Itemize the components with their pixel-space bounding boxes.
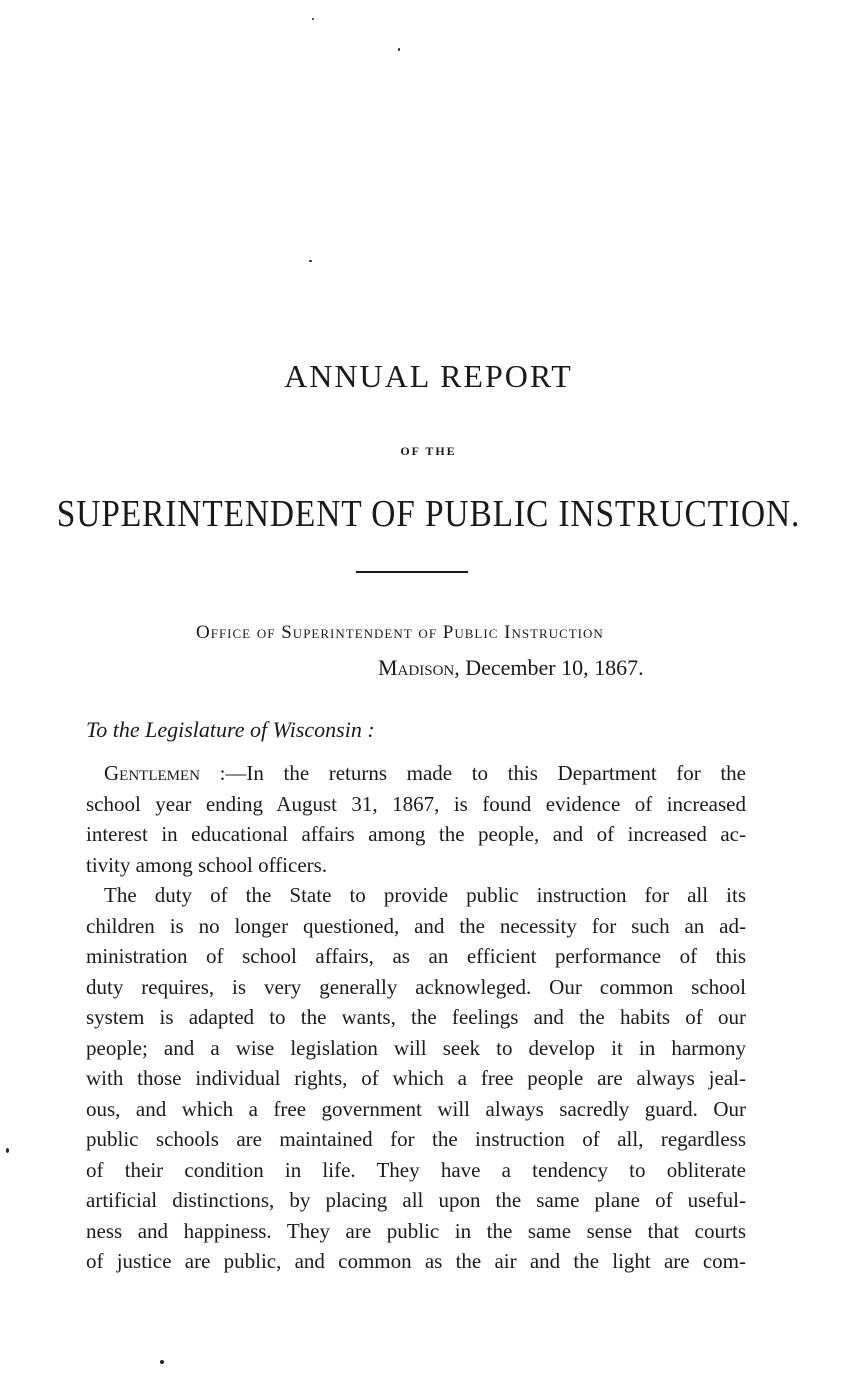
paragraph-line: of justice are public, and common as the air and the light are com- [86,1249,746,1273]
salutation-lead: Gentlemen [104,761,200,785]
report-title: ANNUAL REPORT [284,358,573,394]
paragraph-line: system is adapted to the wants, the feelings and the habits of our [86,1005,746,1029]
title-divider [356,571,468,573]
paragraph-2 [86,880,746,1277]
paragraph-line: children is no longer questioned, and the necessity for such an ad- [86,913,746,938]
paragraph-line: interest in educational affairs among the people, and of increased ac- [86,822,746,846]
paragraph-line: ous, and which a free government will always sacredly guard. Our [86,1096,746,1121]
scan-speck [312,18,314,20]
paragraph-line: Gentlemen :—In the returns made to this Department for the [104,761,746,785]
scan-speck [6,1148,9,1153]
paragraph-1 [86,758,746,880]
salutation: To the Legislature of Wisconsin : [86,717,375,742]
place-name: Madison, [378,655,460,680]
paragraph-line: artificial distinctions, by placing all upon the same plane of useful- [86,1188,746,1212]
paragraph-line: ness and happiness. They are public in the same sense that courts [86,1218,746,1243]
paragraph-line: duty requires, is very generally acknowleged. Our common school [86,974,746,999]
scan-speck [398,48,400,51]
paragraph-line: ministration of school affairs, as an efficient performance of this [86,944,746,968]
letter-date: December 10, 1867. [465,655,644,680]
paragraph-line: people; and a wise legislation will seek to develop it in harmony [86,1035,746,1060]
office-line: Office of Superintendent of Public Instruction [196,622,604,643]
paragraph-line: school year ending August 31, 1867, is found evidence of increased [86,791,746,816]
paragraph-line: The duty of the State to provide public instruction for all its [104,883,746,907]
paragraph-line: of their condition in life. They have a tendency to obliterate [86,1157,746,1182]
place-date-line [378,655,644,681]
paragraph-line: public schools are maintained for the instruction of all, regardless [86,1127,746,1151]
paragraph-line: tivity among school officers. [86,852,328,877]
report-title-connector: OF THE [400,444,457,458]
scan-speck [309,260,312,262]
report-subtitle: SUPERINTENDENT OF PUBLIC INSTRUCTION. [56,493,801,535]
scan-speck [160,1360,164,1364]
paragraph-line: with those individual rights, of which a free people are always jeal- [86,1066,746,1090]
